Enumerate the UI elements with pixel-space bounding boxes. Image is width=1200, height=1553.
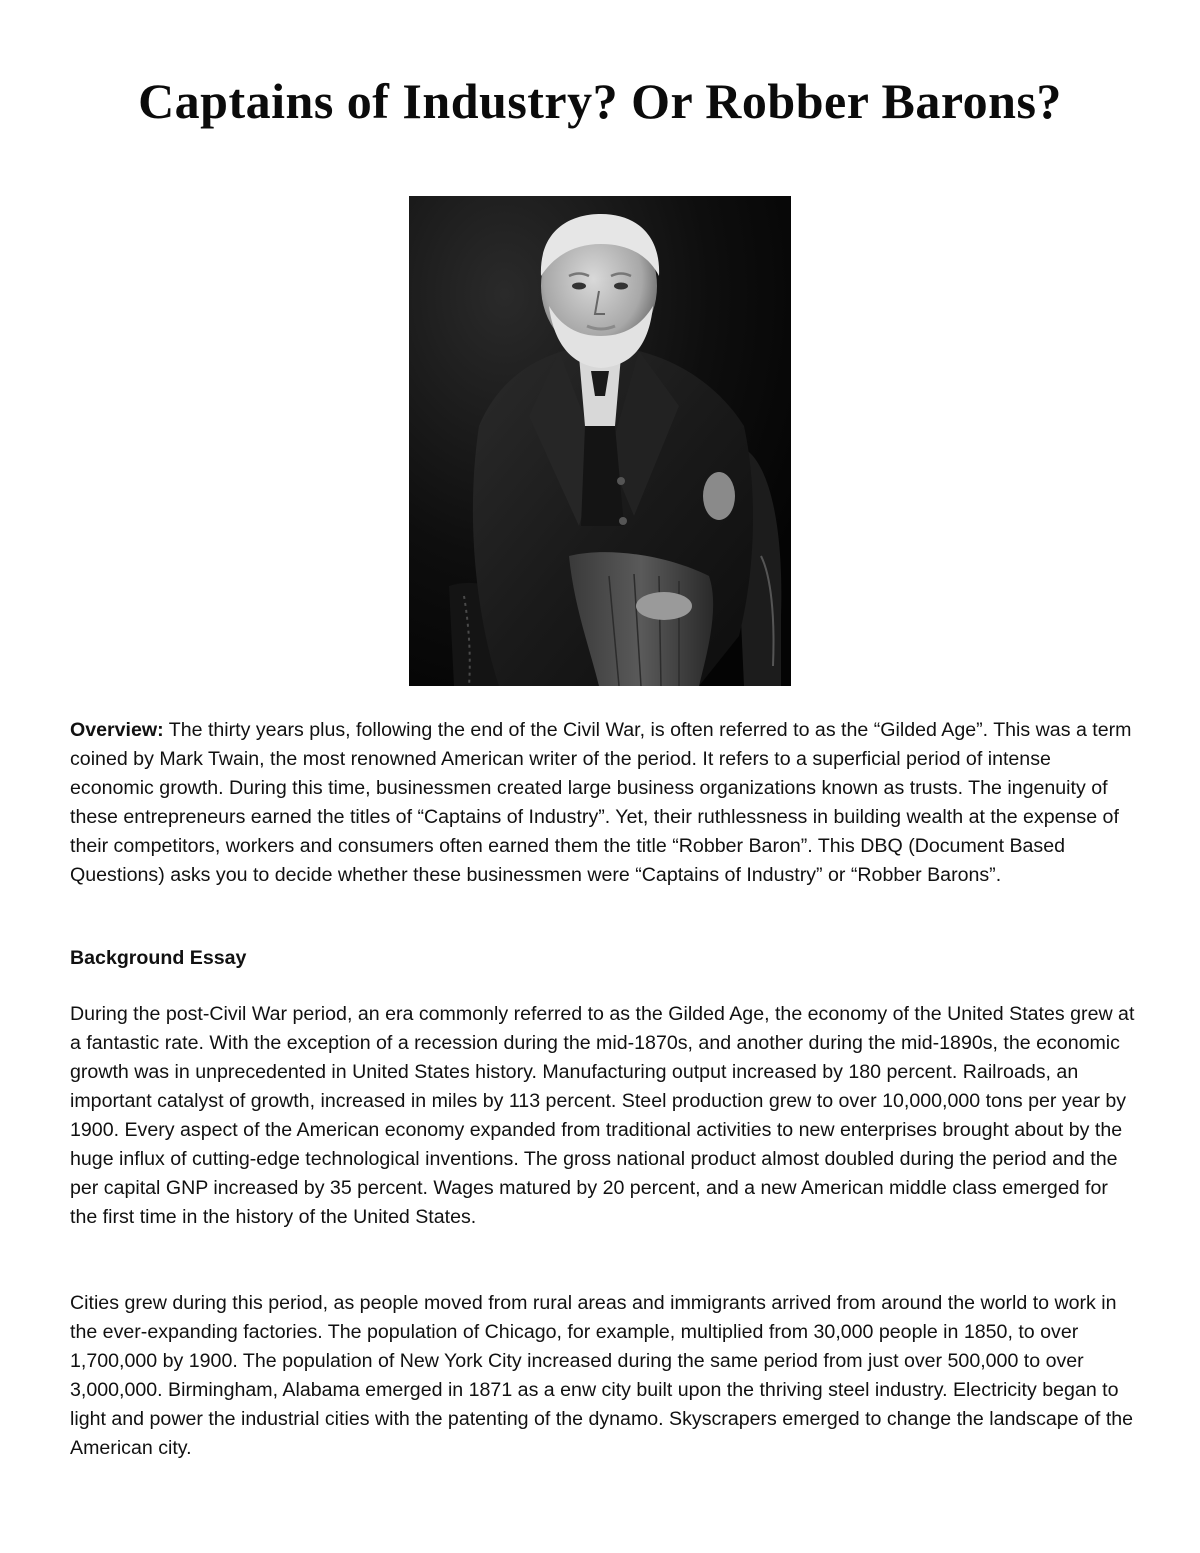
page-title: Captains of Industry? Or Robber Barons?	[138, 73, 1062, 129]
background-essay-heading: Background Essay	[70, 947, 247, 969]
background-paragraph: Cities grew during this period, as people moved from rural areas and immigrants arrived from around the world to work in the ever-expanding factories. The population of Chicago, for example, multiplied from 30,000 people in 1850, to over 1,700,000 by 1900. The population of New York City increased during the same period from just over 500,000 to over 3,000,000. Birmingham, Alabama emerged in 1871 as a enw city built upon the thriving steel industry. Electricity began to light and power the industrial cities with the patenting of the dynamo. Skyscrapers emerged to change the landscape of the American city.	[70, 1292, 1134, 1459]
overview-paragraph	[70, 716, 1135, 890]
portrait-photo	[409, 196, 791, 686]
background-paragraph: During the post-Civil War period, an era commonly referred to as the Gilded Age, the economy of the United States grew at a fantastic rate. With the exception of a recession during the mid-1870s, and another during the mid-1890s, the economic growth was in unprecedented in United States history. Manufacturing output increased by 180 percent. Railroads, an important catalyst of growth, increased in miles by 113 percent. Steel production grew to over 10,000,000 tons per year by 1900. Every aspect of the American economy expanded from traditional activities to new enterprises brought about by the huge influx of cutting-edge technological inventions. The gross national product almost doubled during the period and the per capital GNP increased by 35 percent. Wages matured by 20 percent, and a new American middle class emerged for the first time in the history of the United States.	[70, 1003, 1135, 1228]
overview-text: The thirty years plus, following the end of the Civil War, is often referred to as the “Gilded Age”. This was a term coined by Mark Twain, the most renowned American writer of the period. It refers to a superficial period of intense economic growth. During this time, businessmen created large business organizations known as trusts. The ingenuity of these entrepreneurs earned the titles of “Captains of Industry”. Yet, their ruthlessness in building wealth at the expense of their competitors, workers and consumers often earned them the title “Robber Baron”. This DBQ (Document Based Questions) asks you to decide whether these businessmen were “Captains of Industry” or “Robber Barons”.	[70, 719, 1132, 886]
overview-label: Overview:	[70, 719, 164, 741]
